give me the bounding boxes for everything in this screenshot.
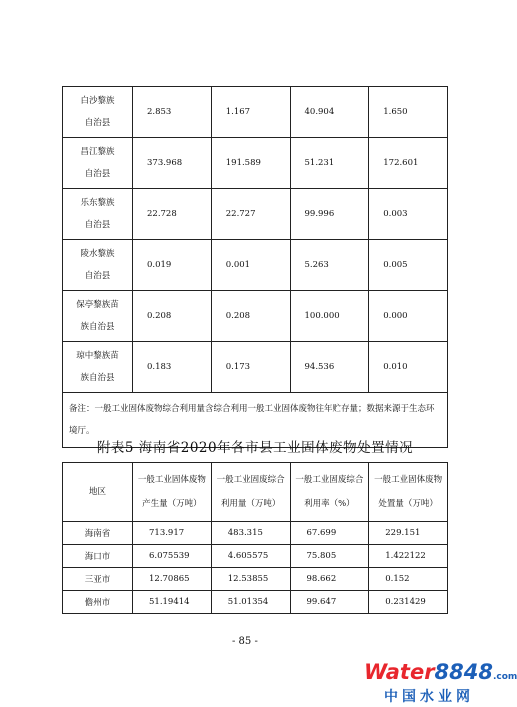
table-note: 备注：一般工业固体废物综合利用量含综合利用一般工业固体废物往年贮存量；数据来源于生态环境厅。 bbox=[63, 393, 448, 448]
value-cell: 5.263 bbox=[290, 240, 369, 291]
table-row bbox=[63, 342, 448, 393]
table-municipal-data bbox=[62, 86, 448, 448]
region-cell: 海南省 bbox=[63, 522, 133, 545]
value-cell: 191.589 bbox=[211, 138, 290, 189]
watermark-site-name: 中国水业网 bbox=[384, 689, 474, 705]
value-cell: 6.075539 bbox=[133, 545, 212, 568]
table-header-row bbox=[63, 463, 448, 522]
value-cell: 0.005 bbox=[369, 240, 448, 291]
value-cell: 22.728 bbox=[133, 189, 212, 240]
region-cell: 琼中黎族苗 族自治县 bbox=[63, 342, 133, 393]
region-cell: 陵水黎族 自治县 bbox=[63, 240, 133, 291]
region-cell: 昌江黎族 自治县 bbox=[63, 138, 133, 189]
column-header: 一般工业固体废物 处置量（万吨） bbox=[369, 463, 448, 522]
value-cell: 12.70865 bbox=[133, 568, 212, 591]
value-cell: 75.805 bbox=[290, 545, 369, 568]
value-cell: 4.605575 bbox=[211, 545, 290, 568]
value-cell: 483.315 bbox=[211, 522, 290, 545]
table-row bbox=[63, 138, 448, 189]
table-row bbox=[63, 591, 448, 614]
value-cell: 22.727 bbox=[211, 189, 290, 240]
table-industrial-solid-waste bbox=[62, 462, 448, 614]
region-cell: 保亭黎族苗 族自治县 bbox=[63, 291, 133, 342]
value-cell: 373.968 bbox=[133, 138, 212, 189]
value-cell: 99.996 bbox=[290, 189, 369, 240]
value-cell: 40.904 bbox=[290, 87, 369, 138]
table-row bbox=[63, 87, 448, 138]
value-cell: 94.536 bbox=[290, 342, 369, 393]
value-cell: 67.699 bbox=[290, 522, 369, 545]
column-header: 一般工业固废综合 利用量（万吨） bbox=[211, 463, 290, 522]
table-row bbox=[63, 291, 448, 342]
value-cell: 98.662 bbox=[290, 568, 369, 591]
region-cell: 乐东黎族 自治县 bbox=[63, 189, 133, 240]
value-cell: 2.853 bbox=[133, 87, 212, 138]
value-cell: 0.208 bbox=[211, 291, 290, 342]
value-cell: 229.151 bbox=[369, 522, 448, 545]
value-cell: 0.208 bbox=[133, 291, 212, 342]
watermark-brand: Water8848.com bbox=[364, 660, 517, 684]
region-cell: 儋州市 bbox=[63, 591, 133, 614]
table-row bbox=[63, 568, 448, 591]
region-cell: 海口市 bbox=[63, 545, 133, 568]
value-cell: 0.183 bbox=[133, 342, 212, 393]
value-cell: 1.422122 bbox=[369, 545, 448, 568]
column-header: 一般工业固废综合 利用率（%） bbox=[290, 463, 369, 522]
value-cell: 0.001 bbox=[211, 240, 290, 291]
value-cell: 100.000 bbox=[290, 291, 369, 342]
page-number: - 85 - bbox=[232, 636, 258, 647]
value-cell: 1.650 bbox=[369, 87, 448, 138]
value-cell: 0.231429 bbox=[369, 591, 448, 614]
column-header: 地区 bbox=[63, 463, 133, 522]
value-cell: 0.000 bbox=[369, 291, 448, 342]
value-cell: 0.003 bbox=[369, 189, 448, 240]
value-cell: 51.19414 bbox=[133, 591, 212, 614]
value-cell: 51.231 bbox=[290, 138, 369, 189]
value-cell: 99.647 bbox=[290, 591, 369, 614]
table-row bbox=[63, 189, 448, 240]
region-cell: 白沙黎族 自治县 bbox=[63, 87, 133, 138]
table-title: 附表5 海南省2020年各市县工业固体废物处置情况 bbox=[96, 440, 414, 456]
value-cell: 0.019 bbox=[133, 240, 212, 291]
value-cell: 0.173 bbox=[211, 342, 290, 393]
value-cell: 0.152 bbox=[369, 568, 448, 591]
column-header: 一般工业固体废物 产生量（万吨） bbox=[133, 463, 212, 522]
value-cell: 172.601 bbox=[369, 138, 448, 189]
value-cell: 1.167 bbox=[211, 87, 290, 138]
table-row bbox=[63, 240, 448, 291]
value-cell: 51.01354 bbox=[211, 591, 290, 614]
table-row bbox=[63, 545, 448, 568]
value-cell: 713.917 bbox=[133, 522, 212, 545]
table-row bbox=[63, 522, 448, 545]
value-cell: 12.53855 bbox=[211, 568, 290, 591]
value-cell: 0.010 bbox=[369, 342, 448, 393]
region-cell: 三亚市 bbox=[63, 568, 133, 591]
watermark-logo bbox=[364, 660, 517, 706]
